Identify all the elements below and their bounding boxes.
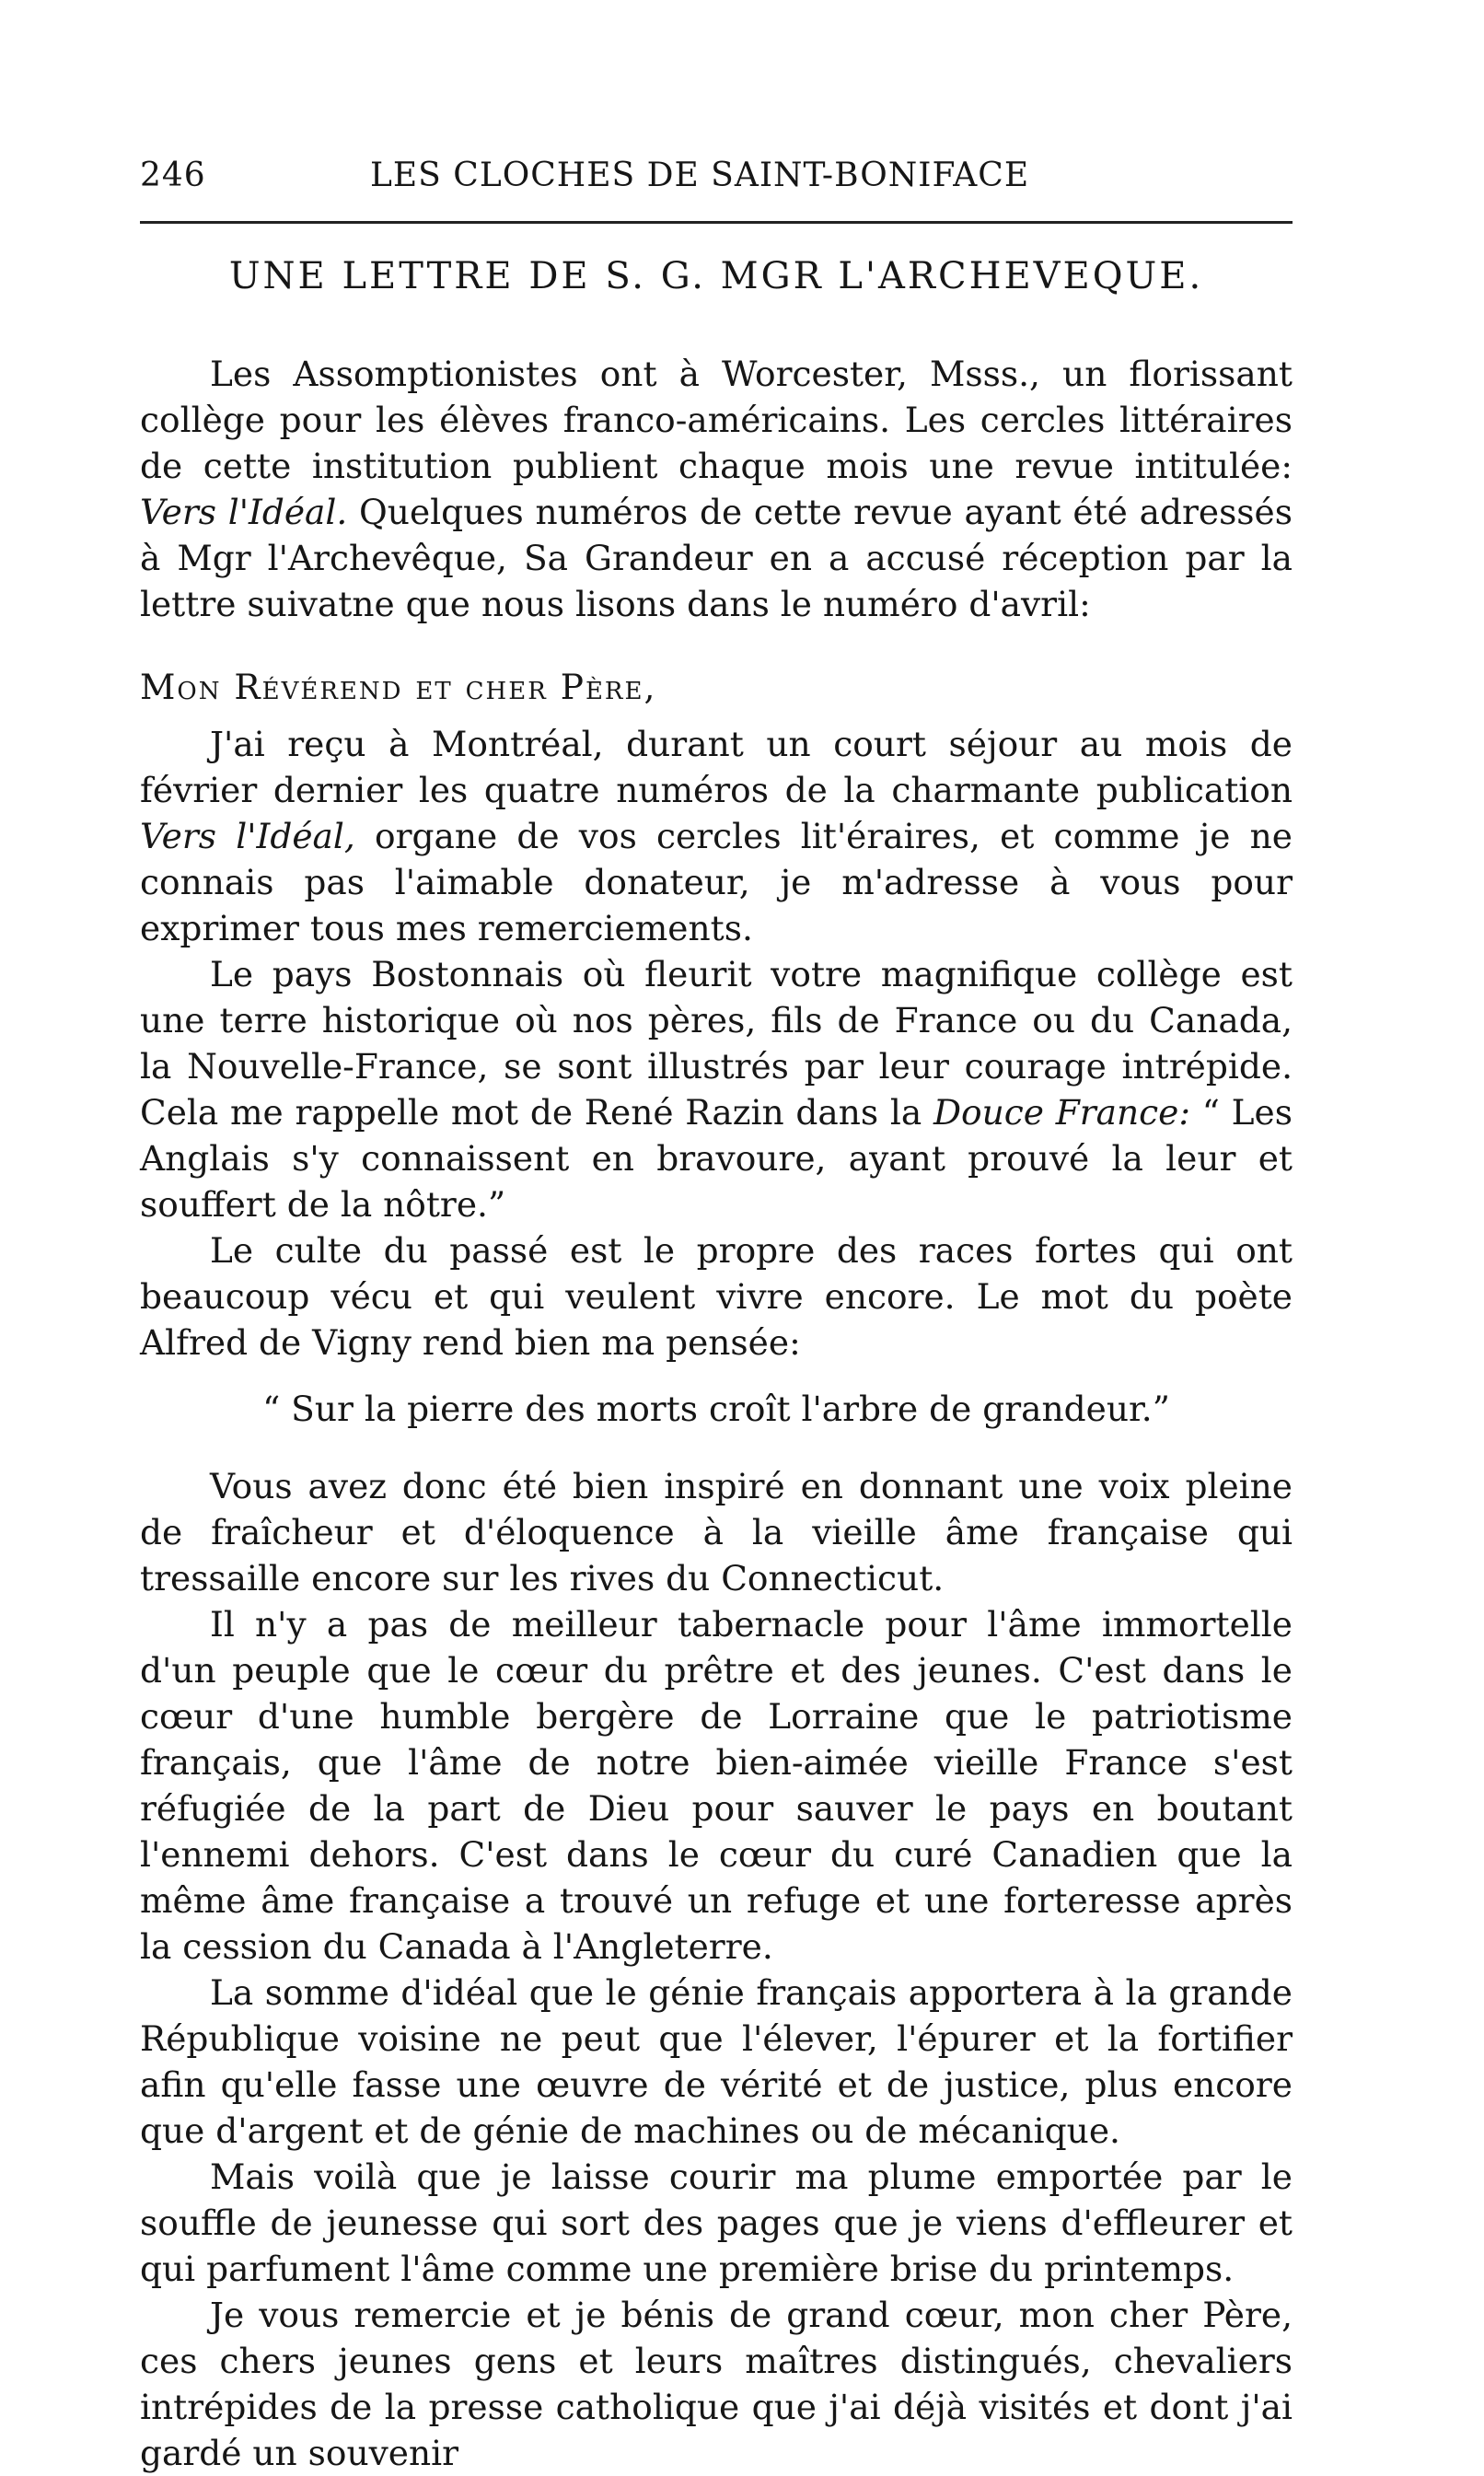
running-title: LES CLOCHES DE SAINT-BONIFACE [370,157,1030,194]
letter-paragraph-3: Le culte du passé est le propre des races fortes qui ont beaucoup vécu et qui veulent vivre encore. Le mot du poète Alfred de Vigny rend bien ma pensée: [140,1230,1293,1363]
letter-paragraph-7: Mais voilà que je laisse courir ma plume emportée par le souffle de jeunesse qui sort des pages que je viens d'effleurer et qui parfument l'âme comme une première brise du printemps. [140,2156,1293,2289]
journal-title: Vers l'Idéal. [140,492,348,532]
letter-paragraph-4: Vous avez donc été bien inspiré en donnant une voix pleine de fraîcheur et d'éloquence à la vieille âme française qui tressaille encore sur les rives du Connecticut. [140,1466,1293,1598]
header-rule [140,221,1293,224]
letter-paragraph-2: Le pays Bostonnais où fleurit votre magnifique collège est une terre historique où nos pères, fils de France ou du Canada, la Nouvelle-France, se sont illustrés par leur courage intrépide. Cela me rappelle mot de René Razin dans la Douce France: “ Les Anglais s'y connaissent en bravoure, ayant prouvé la leur et souffert de la nôtre.” [140,954,1293,1225]
page-number: 246 [140,157,206,194]
book-page [140,157,1293,2476]
publication-title: Vers l'Idéal, [140,816,355,856]
letter-paragraph-8: Je vous remercie et je bénis de grand cœur, mon cher Père, ces chers jeunes gens et leurs maîtres distingués, chevaliers intrépides de la presse catholique que j'ai déjà visités et dont j'ai gardé un souvenir [140,2295,1293,2473]
letter-paragraph-5: Il n'y a pas de meilleur tabernacle pour l'âme immortelle d'un peuple que le cœur du prêtre et des jeunes. C'est dans le cœur d'une humble bergère de Lorraine que le patriotisme français, que l'âme de notre bien-aimée vieille France s'est réfugiée de la part de Dieu pour sauver le pays en boutant l'ennemi dehors. C'est dans le cœur du curé Canadien que la même âme française a trouvé un refuge et une forteresse après la cession du Canada à l'Angleterre. [140,1604,1293,1967]
book-title: Douce France: [933,1092,1190,1133]
article-title: UNE LETTRE DE S. G. MGR L'ARCHEVEQUE. [228,255,1204,297]
page-header [140,157,1293,197]
poem-quote: “ Sur la pierre des morts croît l'arbre de grandeur.” [262,1389,1170,1429]
letter-paragraph-6: La somme d'idéal que le génie français apportera à la grande République voisine ne peut que l'élever, l'épurer et la fortifier afin qu'elle fasse une œuvre de vérité et de justice, plus encore que d'argent et de génie de machines ou de mécanique. [140,1972,1293,2151]
letter-salutation: Mon Révérend et cher Père, [140,667,657,707]
intro-paragraph: Les Assomptionistes ont à Worcester, Msss., un florissant collège pour les élèves franco-américains. Les cercles littéraires de cette institution publient chaque mois une revue intitulée: Vers l'Idéal. Quelques numéros de cette revue ayant été adressés à Mgr l'Archevêque, Sa Grandeur en a accusé réception par la lettre suivatne que nous lisons dans le numéro d'avril: [140,354,1293,624]
letter-paragraph-1: J'ai reçu à Montréal, durant un court séjour au mois de février dernier les quatre numéros de la charmante publication Vers l'Idéal, organe de vos cercles lit'éraires, et comme je ne connais pas l'aimable donateur, je m'adresse à vous pour exprimer tous mes remerciements. [140,724,1293,948]
